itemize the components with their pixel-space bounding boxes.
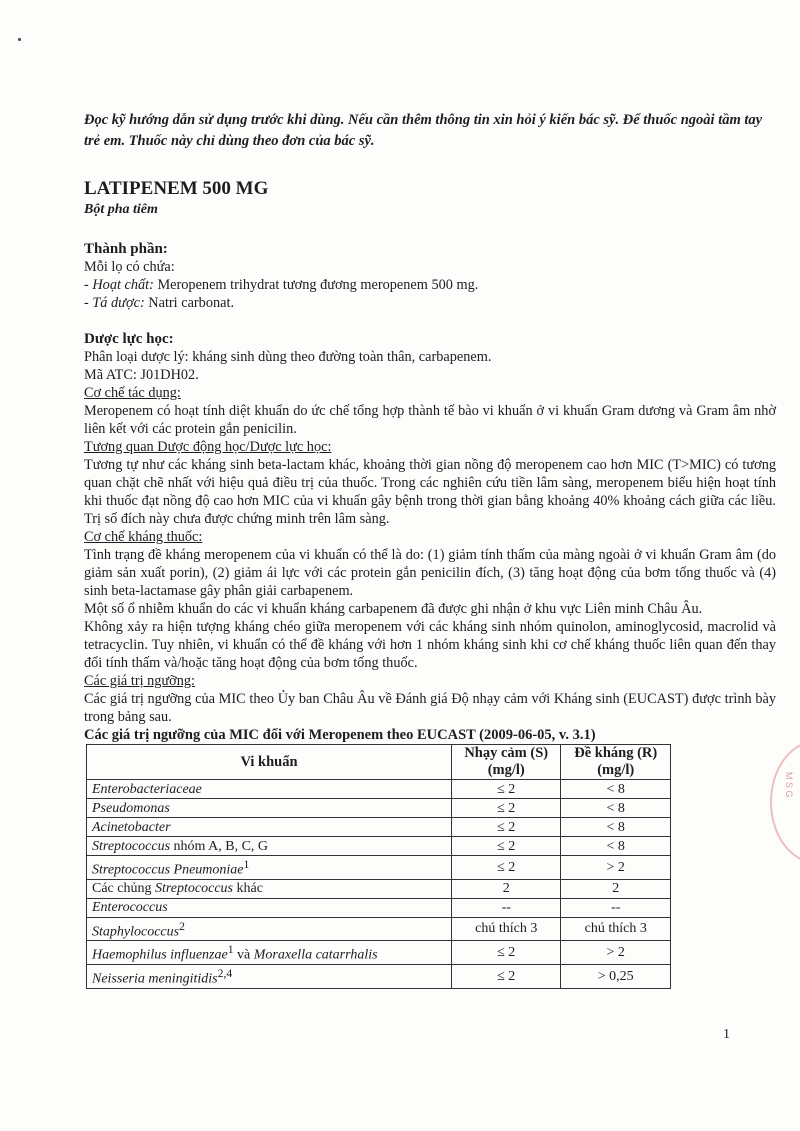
organism-cell [87,837,452,856]
r-cell: chú thích 3 [561,917,671,941]
page-number: 1 [723,1027,730,1042]
table-title: Các giá trị ngưỡng của MIC đối với Meropenem theo EUCAST (2009-06-05, v. 3.1) [84,727,596,743]
organism-cell [87,964,452,988]
r-cell: < 8 [561,780,671,799]
table-row [87,879,671,898]
organism-cell [87,856,452,880]
active-label: Hoạt chất: [92,277,154,293]
excipient-value: Natri carbonat. [148,295,235,311]
table-row [87,780,671,799]
resistance-heading: Cơ chế kháng thuốc: [84,529,203,545]
document-body [84,110,776,989]
stamp-text: M S G [784,772,794,798]
s-cell: ≤ 2 [451,818,560,837]
s-cell: chú thích 3 [451,917,560,941]
organism-prefix: Các chủng [92,881,155,897]
table-row [87,818,671,837]
pkpd-heading: Tương quan Dược động học/Dược lực học: [84,439,332,455]
r-cell: > 2 [561,856,671,880]
composition-active: - Hoạt chất: Meropenem trihydrat tương đương meropenem 500 mg. [84,277,479,293]
r-cell: < 8 [561,818,671,837]
header-organism: Vi khuẩn [87,745,452,780]
organism-cell [87,879,452,898]
footnote-ref: 1 [227,943,234,957]
composition-intro: Mỗi lọ có chứa: [84,259,175,275]
mechanism-heading: Cơ chế tác dụng: [84,385,181,401]
organism-name: Neisseria meningitidis [92,971,218,987]
header-resistant [561,745,671,780]
header-r-label: Đề kháng (R) [574,745,658,761]
r-cell: > 0,25 [561,964,671,988]
organism-conjunction: và [233,947,254,963]
organism-group: nhóm A, B, C, G [170,838,269,854]
breakpoints-text: Các giá trị ngưỡng của MIC theo Ủy ban Châu Âu về Đánh giá Độ nhạy cảm với Kháng sinh (EUCAST) được trình bày trong bảng sau. [84,691,776,725]
resistance-paragraph-3: Không xảy ra hiện tượng kháng chéo giữa meropenem với các kháng sinh nhóm quinolon, aminoglycosid, macrolid và tetracyclin. Tuy nhiên, vi khuẩn có thể đề kháng với hơn 1 nhóm kháng sinh khi cơ chế kháng thuốc liên quan đến thay đổi tính thấm và/hoặc tăng hoạt động của bơm tống thuốc. [84,619,776,671]
organism-name-2: Moraxella catarrhalis [253,947,378,963]
pkpd-text: Tương tự như các kháng sinh beta-lactam khác, khoảng thời gian nồng độ meropenem cao hơn MIC (T>MIC) có tương quan chặt chẽ nhất với hiệu quả điều trị của thuốc. Trong các nghiên cứu tiền lâm sàng, meropenem biểu hiện hoạt tính khi thuốc đạt nồng độ cao hơn MIC của vi khuẩn gây bệnh trong thời gian bằng khoảng 40% khoảng cách giữa các liều. Trị số đích này chưa được chứng minh trên lâm sàng. [84,457,776,527]
resistance-paragraph-1: Tình trạng đề kháng meropenem của vi khuẩn có thể là do: (1) giảm tính thấm của màng ngoài ở vi khuẩn Gram âm (do giảm sản xuất porin), (2) giảm ái lực với các protein gắn penicilin đích, (3) tăng hoạt động của bơm tống thuốc và (4) sinh beta-lactamase gây phân giải carbapenem. [84,547,776,599]
r-cell: < 8 [561,837,671,856]
organism-genus: Streptococcus [154,881,233,897]
r-cell: -- [561,898,671,917]
table-row [87,941,671,965]
organism-cell: Acinetobacter [87,818,452,837]
table-row [87,917,671,941]
mechanism-text: Meropenem có hoạt tính diệt khuẩn do ức chế tổng hợp thành tế bào vi khuẩn ở vi khuẩn Gram dương và Gram âm nhờ liên kết với các protein gắn penicilin. [84,403,776,437]
s-cell: ≤ 2 [451,799,560,818]
s-cell: -- [451,898,560,917]
header-s-unit: (mg/l) [487,762,525,778]
organism-name: Staphylococcus [92,924,180,940]
organism-cell: Pseudomonas [87,799,452,818]
table-row [87,964,671,988]
pharmacological-class: Phân loại dược lý: kháng sinh dùng theo đường toàn thân, carbapenem. [84,349,492,365]
r-cell: > 2 [561,941,671,965]
s-cell: 2 [451,879,560,898]
mic-breakpoint-table [86,744,671,989]
organism-name: Streptococcus Pneumoniae [92,862,244,878]
s-cell: ≤ 2 [451,964,560,988]
r-cell: < 8 [561,799,671,818]
organism-cell: Enterobacteriaceae [87,780,452,799]
header-r-unit: (mg/l) [597,762,635,778]
table-row [87,856,671,880]
s-cell: ≤ 2 [451,941,560,965]
organism-cell [87,917,452,941]
resistance-paragraph-2: Một số ổ nhiễm khuẩn do các vi khuẩn kháng carbapenem đã được ghi nhận ở khu vực Liên minh Châu Âu. [84,601,703,617]
footnote-ref: 1 [243,858,250,871]
organism-suffix: khác [233,881,263,897]
product-name: LATIPENEM 500 MG [84,178,269,199]
organism-cell [87,941,452,965]
table-row [87,837,671,856]
excipient-label: Tá dược: [92,295,145,311]
scan-speck [18,38,21,41]
organism-genus: Streptococcus [92,838,171,854]
product-form: Bột pha tiêm [84,202,158,217]
breakpoints-heading: Các giá trị ngưỡng: [84,673,195,689]
table-row [87,898,671,917]
composition-excipient: - Tá dược: Natri carbonat. [84,295,235,311]
header-s-label: Nhạy cảm (S) [464,745,549,761]
usage-warning: Đọc kỹ hướng dẫn sử dụng trước khi dùng. Nếu cần thêm thông tin xin hỏi ý kiến bác sỹ. Để thuốc ngoài tầm tay trẻ em. Thuốc này chỉ dùng theo đơn của bác sỹ. [84,112,763,149]
table-row [87,799,671,818]
table-header-row [87,745,671,780]
organism-name: Haemophilus influenzae [92,947,228,963]
footnote-ref: 2,4 [217,966,233,980]
s-cell: ≤ 2 [451,837,560,856]
s-cell: ≤ 2 [451,780,560,799]
r-cell: 2 [561,879,671,898]
footnote-ref: 2 [179,919,185,933]
composition-heading: Thành phần: [84,241,168,257]
s-cell: ≤ 2 [451,856,560,880]
header-susceptible [451,745,560,780]
organism-cell: Enterococcus [87,898,452,917]
active-value: Meropenem trihydrat tương đương meropenem 500 mg. [157,277,479,293]
pharmacodynamics-heading: Dược lực học: [84,331,174,347]
atc-code: Mã ATC: J01DH02. [84,367,199,383]
